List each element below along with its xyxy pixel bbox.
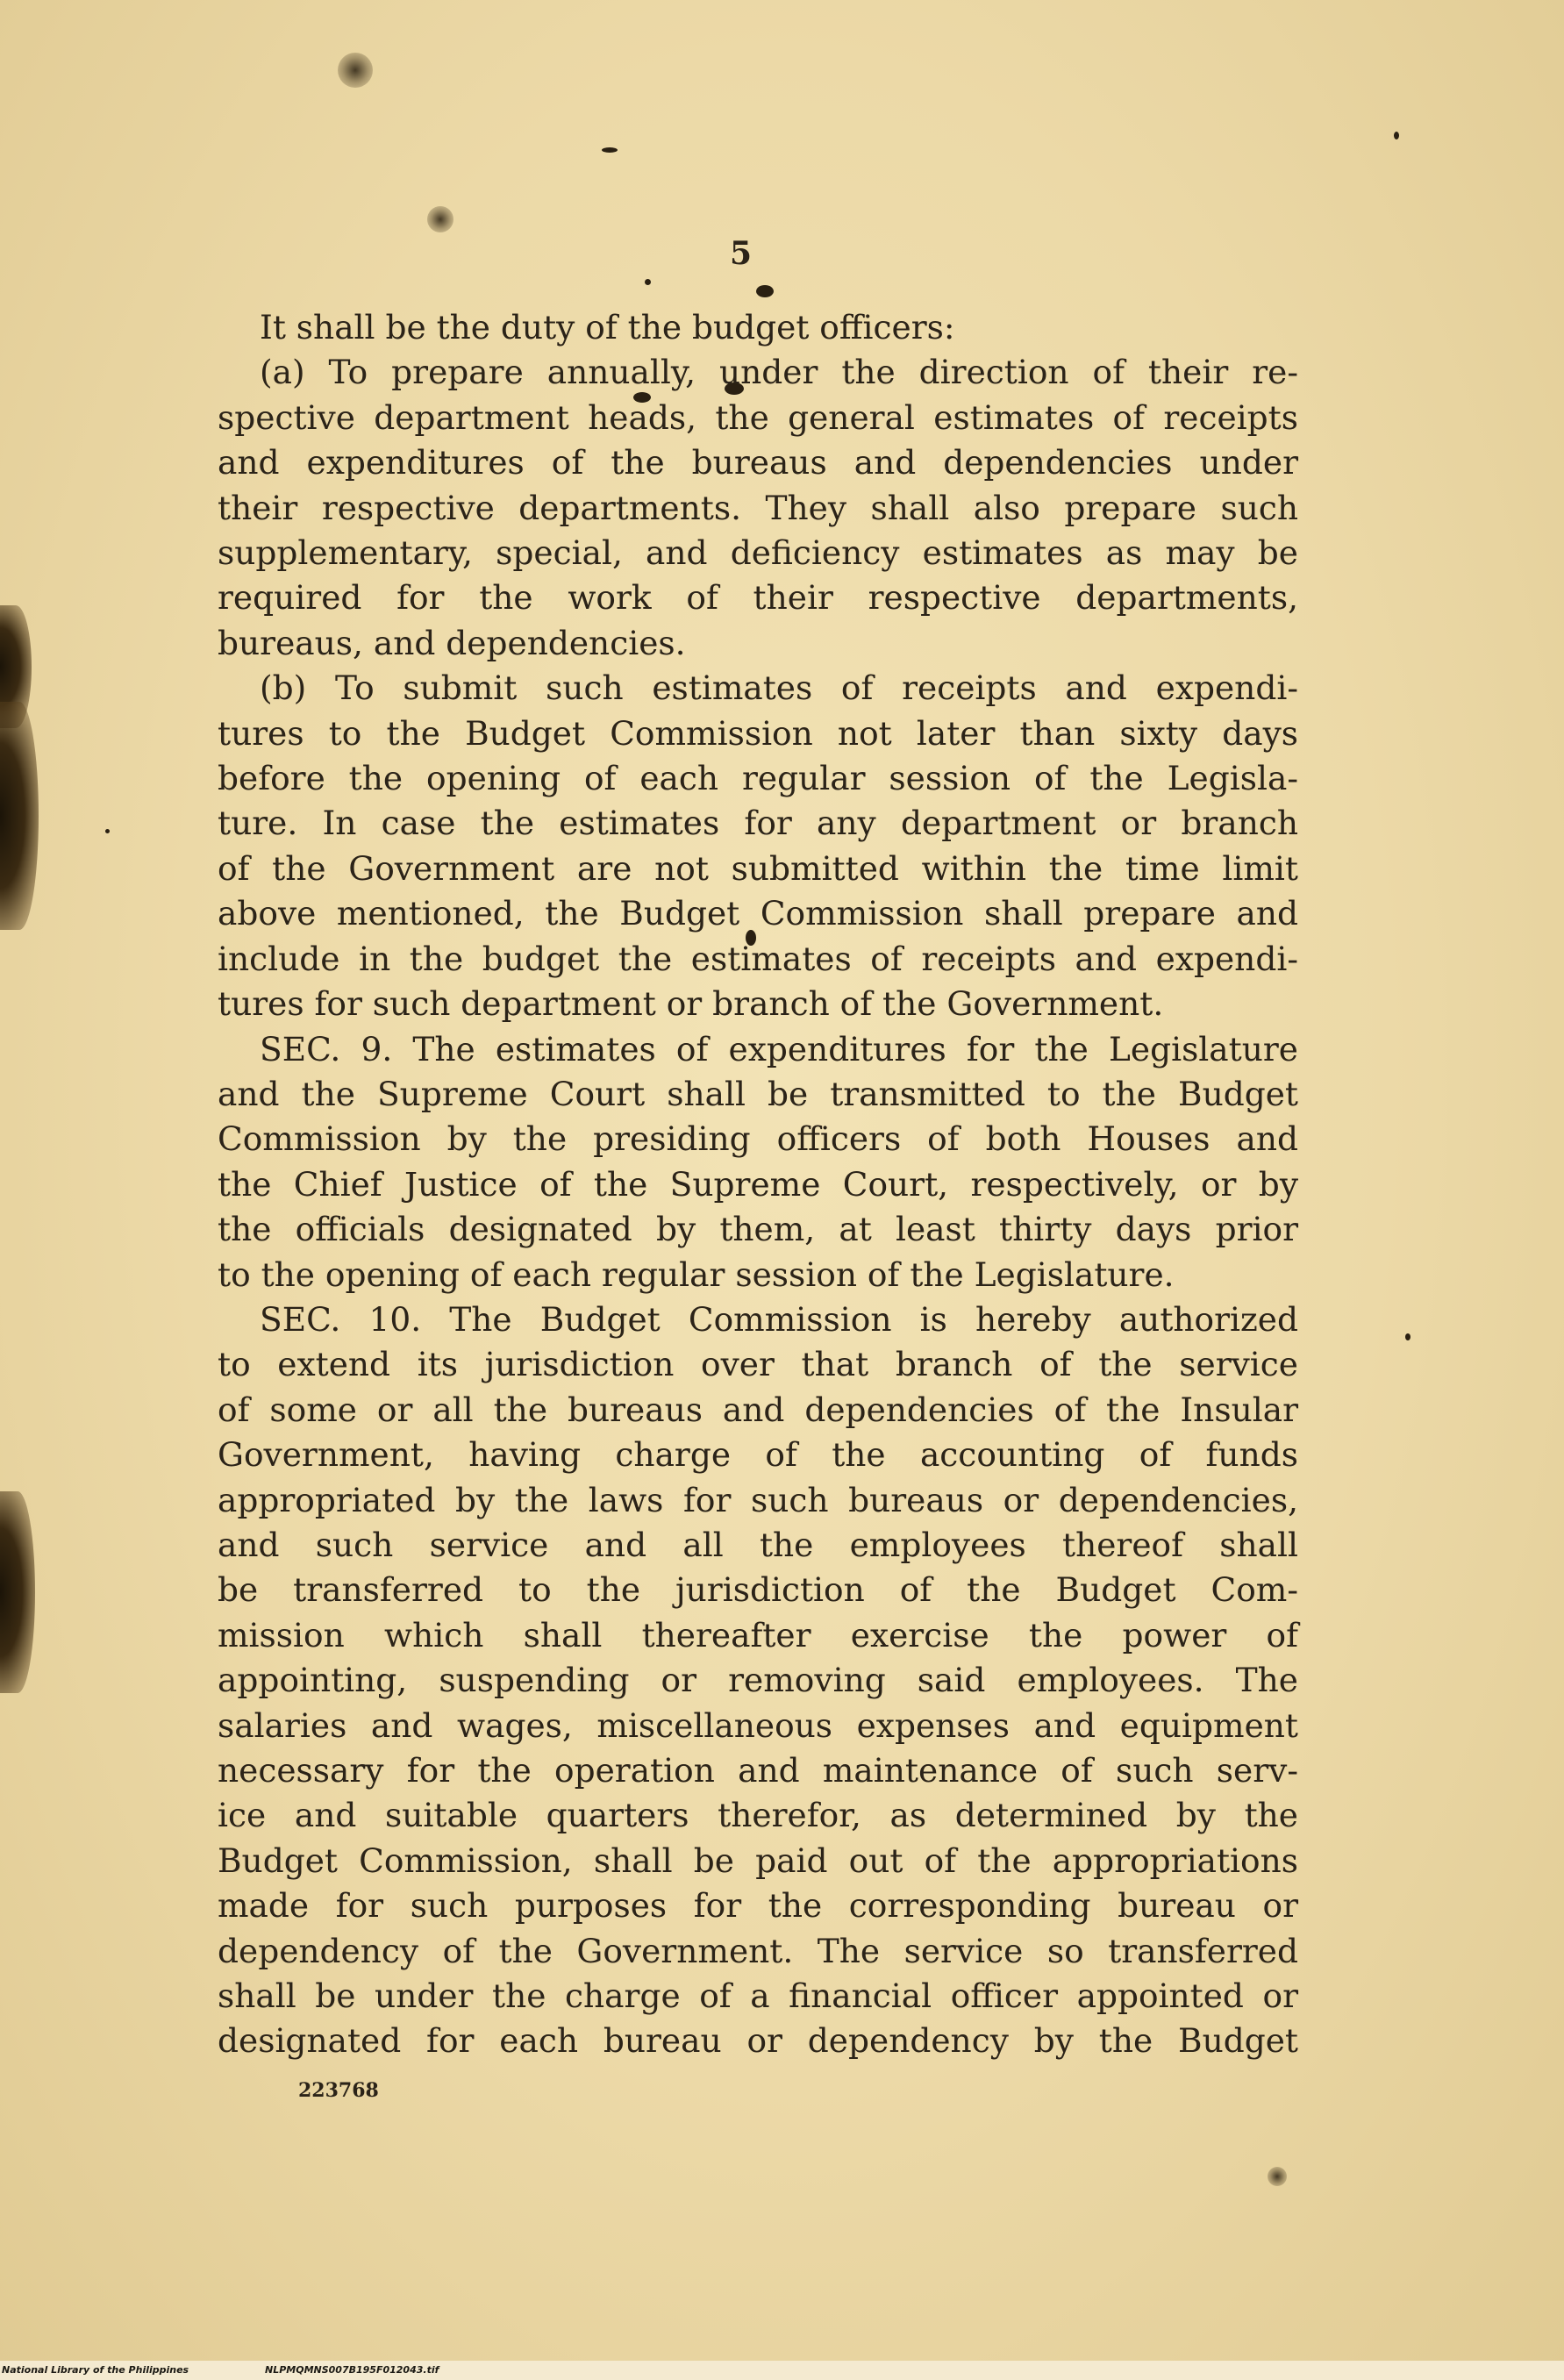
text-line: the officials designated by them, at least thirty days prior (218, 1210, 1298, 1249)
text-line: the Chief Justice of the Supreme Court, respectively, or by (218, 1164, 1298, 1204)
text-line: appropriated by the laws for such bureaus or dependencies, (218, 1480, 1298, 1519)
ink-spot (602, 147, 618, 153)
ink-spot (645, 279, 651, 285)
text-line: shall be under the charge of a financial officer appointed or (218, 1976, 1298, 2016)
scan-footer-filename: NLPMQMNS007B195F012043.tif (265, 2364, 439, 2376)
scan-footer-library: National Library of the Philippines (2, 2364, 189, 2376)
text-line: Government, having charge of the accounting of funds (218, 1435, 1298, 1475)
ink-spot (1268, 2167, 1287, 2186)
text-line: be transferred to the jurisdiction of the Budget Com- (218, 1570, 1298, 1610)
text-line: spective department heads, the general estimates of receipts (218, 397, 1298, 437)
ink-spot (338, 53, 373, 88)
text-line: required for the work of their respective departments, (218, 578, 1298, 618)
text-line: (a) To prepare annually, under the direction of their re- (260, 353, 1298, 392)
ink-spot (427, 206, 453, 232)
text-line: dependency of the Government. The service so transferred (218, 1931, 1298, 1970)
ink-spot (1394, 132, 1399, 139)
text-line: supplementary, special, and deficiency estimates as may be (218, 533, 1298, 573)
text-line: to extend its jurisdiction over that branch of the service (218, 1345, 1298, 1384)
text-line: It shall be the duty of the budget officers: (260, 308, 955, 347)
text-line: (b) To submit such estimates of receipts and expendi- (260, 668, 1298, 708)
text-line: bureaus, and dependencies. (218, 623, 686, 662)
text-line: Commission by the presiding officers of both Houses and (218, 1119, 1298, 1159)
text-line: mission which shall thereafter exercise the power of (218, 1615, 1298, 1655)
text-line: ture. In case the estimates for any department or branch (218, 804, 1298, 843)
text-line: SEC. 9. The estimates of expenditures for the Legislature (260, 1029, 1298, 1068)
text-line: and such service and all the employees thereof shall (218, 1525, 1298, 1564)
burn-mark (0, 1491, 35, 1693)
text-line: their respective departments. They shall also prepare such (218, 488, 1298, 527)
text-line: Budget Commission, shall be paid out of the appropriations (218, 1840, 1298, 1880)
text-line: ice and suitable quarters therefor, as determined by the (218, 1796, 1298, 1835)
text-line: made for such purposes for the corresponding bureau or (218, 1886, 1298, 1926)
text-line: designated for each bureau or dependency by the Budget (218, 2021, 1298, 2061)
text-line: and the Supreme Court shall be transmitted to the Budget (218, 1074, 1298, 1113)
body-text (218, 305, 1298, 2064)
text-line: to the opening of each regular session of the Legislature. (218, 1254, 1175, 1294)
text-line: tures to the Budget Commission not later than sixty days (218, 713, 1298, 753)
text-line: necessary for the operation and maintenance of such serv- (218, 1751, 1298, 1790)
text-line: above mentioned, the Budget Commission shall prepare and (218, 894, 1298, 933)
ink-spot (756, 285, 774, 297)
ink-spot (1405, 1333, 1410, 1340)
text-line: SEC. 10. The Budget Commission is hereby authorized (260, 1299, 1298, 1339)
text-line: and expenditures of the bureaus and dependencies under (218, 443, 1298, 482)
text-line: include in the budget the estimates of receipts and expendi- (218, 939, 1298, 978)
ink-spot (105, 829, 110, 833)
text-line: of the Government are not submitted within the time limit (218, 848, 1298, 888)
text-line: appointing, suspending or removing said employees. The (218, 1661, 1298, 1700)
page-number: 5 (730, 235, 753, 272)
print-code: 223768 (298, 2079, 379, 2102)
text-line: before the opening of each regular session of the Legisla- (218, 759, 1298, 798)
text-line: salaries and wages, miscellaneous expenses and equipment (218, 1705, 1298, 1745)
text-line: of some or all the bureaus and dependencies of the Insular (218, 1390, 1298, 1429)
text-line: tures for such department or branch of the Government. (218, 984, 1164, 1024)
burn-mark (0, 702, 39, 930)
scan-footer (0, 2361, 1564, 2380)
